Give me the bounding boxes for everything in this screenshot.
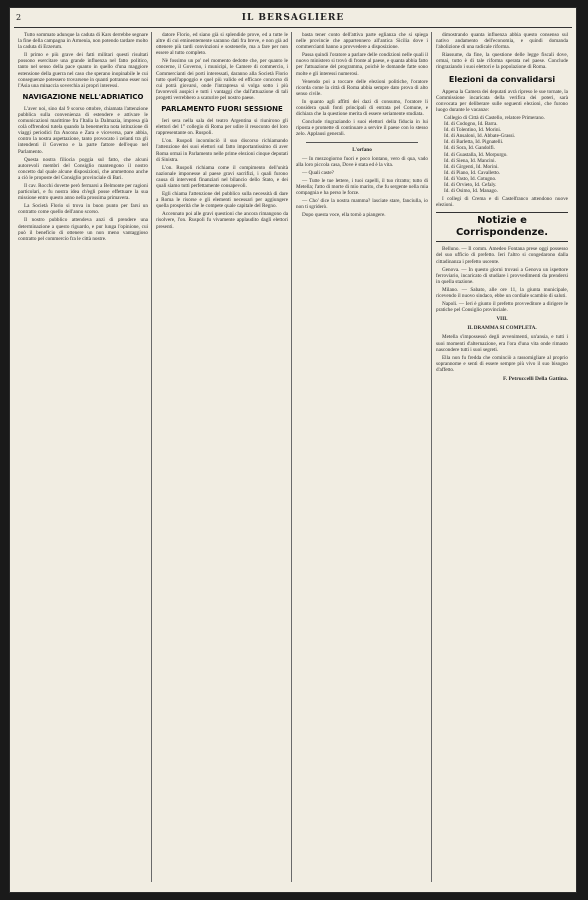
section-heading: Notizie e Corrispondenze. [436,212,568,242]
column-divider [151,32,152,882]
list-item: Id. di Tolentino, Id. Morini. [444,127,502,134]
paragraph: — Cho' dice la nostra mamma? lasciate stare, fanciulla, io non ti sgriderò. [296,198,428,211]
paragraph: L'aver noi, sino dal 9 scorso ottobre, chiamata l'attenzione pubblica sulla convenienza di estendere e attivare le comunicazioni marittime fra l'Italia la Dalmazia, impresa già colà offrendosi tutela quando la benemerita nota istituzione di viaggi periodici fra Ancona e Zara e viceversa, pare abbia, contro la nostra aspettazione, tanto provocato i zelanti tra gli intendenti il Governo e la parte fattore dell'equo nel Parlamento. [18,105,148,155]
list-item: Id. di Girgenti, Id. Morini. [444,163,499,170]
paragraph: Appena la Camera dei deputati avrà ripreso le sue tornate, la Commissione incaricata della verifica dei poteri, sarà convocata per deliberare sulle seguenti elezioni, che furono luogo durante le vacanze: [436,88,568,113]
paragraph: Il primo e più grave dei fatti militari questi risultati possono esercitare una grande influenza nel fatto politico, tanto nel senso della pace quanto in quello d'una maggiore estensione della guerra nel caso che sperano inopinabile le cui conseguenze potessero trovarsene in quanti potranno esser noi l'Asia una minaccia soverchia ai propri interessi. [18,52,148,89]
paragraph: L'on. Ruspoli richiama come il compimento dell'unità nazionale imponesse al paese gravi sacrifizi, i quali furono causa di interventi finanziari nel bilancio dello Stato, e dei quali siamo tutti perfettamente consapevoli. [156,164,288,189]
paragraph: Genova. — In questo giorni trovasi a Genova un ispettore ferroviario, incaricato di studiare i provvedimenti da prendersi in quella stazione. [436,266,568,285]
story-chapter-number: VIII. [496,316,508,323]
masthead-rule [14,27,572,28]
paragraph: datore Florio, ed siano già si splendide prove, ed a tutte le altre di cui eminentemente saranno dati fra breve, e non già ad ottenere più tardi convinzioni e sostenerle, ma a fare per non essere al tutto completo. [156,32,288,57]
paragraph: Dopo questa voce, ella tornò a piangere. [302,212,386,219]
paragraph: In quanto agli affitti dei dazi di consumo, l'oratore li considera quali fonti principali di entrata pel Comune, e dichiara che la questione merita di essere seriamente studiata. [296,98,428,118]
paragraph: — Quali caste? [302,169,334,176]
paragraph: La Società Florio si trova in buon punto per farsi un contratto come quello dell'anno scorso. [18,203,148,216]
page-number: 2 [16,13,22,22]
paragraph: Ella non fu fredda che cominciò a rassomigliare al proprio soprannome e sentì di essere sempre più vivo il suo bisogno d'affetto. [436,354,568,373]
masthead [10,10,576,26]
paragraph: Conclude ringraziando i suoi elettori della fiducia in lui riposta e promette di continuare a servire il paese con lo stesso zelo. Applausi generali. [296,119,428,138]
list-item: Collegio di Città di Castello, relatore Primerano. [444,114,545,121]
column-divider [431,32,432,882]
paragraph: Accennato poi alle gravi questioni che ancora rimangono da risolvere, l'on. Ruspoli fu vivamente applaudito dagli elettori presenti. [156,211,288,230]
paragraph: Il nostro pubblico attendeva anzi di prendere una determinazione a questo riguardo, e pur lunga l'opinione, cui può il beneficio di ottenere un non meno vantaggioso contratto pel commercio fra le città nostre. [18,217,148,242]
paragraph: Venendo poi a toccare delle elezioni politiche, l'oratore ricorda come la città di Roma abbia sempre dato prova di alto senso civile. [296,78,428,97]
paragraph: Questa nostra filiocia poggia sul fatto, che alcuni autorevoli membri del Consiglio mantengono il nostro concetto dal quale alcune disposizioni, che ammettono anche a ciò le proposte del Consiglio provinciale di Bari. [18,156,148,181]
paragraph: — In mezzogiorno fuori e poco lontano, vero di qua, vado alla loro piccola casa, Dove è stata ed è la vita. [296,155,428,168]
author-signature: F. Petruccelli Della Gattina. [502,376,568,383]
paragraph: — Tutte le tue lettere, i tuoi capelli, il tuo ritratto; tutto di Metella; l'atto di morte di mio marito, che fu sergente nella mia compagnia e ha perso le forze. [296,177,428,197]
newspaper-title: IL BERSAGLIERE [241,13,345,23]
column-1 [18,32,148,882]
list-item: Id. di Piano, Id. Cavalletto. [444,169,501,176]
article-heading: PARLAMENTO FUORI SESSIONE [161,105,283,114]
paragraph: Egli chiama l'attenzione del pubblico sulla necessità di dare a Roma le risorse e gli elementi necessari per aggiungere quella prosperità che le compete quale capitale del Regno. [156,191,288,210]
section-divider [306,142,418,143]
column-divider [291,32,292,882]
paragraph: I collegi di Crema e di Castelfranco attendono nuove elezioni. [436,196,568,209]
paragraph: Ieri sera nella sala del teatro Argentina si riunirono gli elettori del 1° collegio di Roma per udire il resoconto del loro rappresentante on. Ruspoli. [156,118,288,137]
paragraph: dimostrando quanta influenza abbia questo consenso sul nativo andamento dell'economia, e quindi domanda l'abolizione di una radicale riforma. [436,32,568,51]
article-heading: Elezioni da convalidarsi [448,74,556,84]
list-item: Id. di Osimo, Id. Manago. [444,188,498,195]
paragraph: Passa quindi l'oratore a parlare delle condizioni nelle quali il nuovo ministero si trovò di fronte al paese, e quanta abbia fatto per l'attuazione del programma, poichè le domande fatte sono molte e gli interessi numerosi. [296,52,428,77]
story-chapter-title: IL DRAMMA SI COMPLETA. [467,325,537,332]
paragraph: Tutto sommato adunque la caduta di Kars derrebbe segnare la fine della campagna in Armenia, non potendo tardare molto la caduta di Erzerum. [18,32,148,51]
paragraph: basta tener conto dell'attiva parte eglianza che si spiega nelle provincie che appartennero all'antica Sicilia dove i commercianti hanno a provvedere a disposizione. [296,32,428,51]
paragraph: Milano. — Sabato, alle ore 11, la giunta municipale, ricevendo il nuovo sindaco, ebbe un cordiale scambio di saluti. [436,286,568,299]
list-item: Id. di Codogno, Id. Barra. [444,121,498,128]
paragraph: Nè fossimo un po' nel momento dedotte che, per quanto le concerne, il Governo, i municipi, le Camere di commercio, i Commercianti dei porti interessati, daranno alla Società Florio tutto quell'appoggio e quel più valido ed efficace concorso di cui potrà giovarsi, onde l'intrapresa si volga sotto i più favorevoli auspici e tutti i vantaggi che dall'attuazione di tali progetti verrebbero a scaturire pel nostro paese. [156,58,288,101]
paragraph: Riassume, da fine, la questione delle legge fiscali dove, ormai, tutto è di tale riforma sperata nel paese. Conclude ringraziando i suoi elettori e la popolazione di Roma. [436,52,568,71]
list-item: Id. di Orvieto, Id. Cefaly. [444,181,497,188]
article-heading: NAVIGAZIONE NELL'ADRIATICO [22,92,144,101]
list-item: Id. di Sora, Id. Gandolfi. [444,145,496,152]
list-item: Id. di Ansaloni, Id. Abbate-Grassi. [444,133,516,140]
list-item: Id. di Guastalla, Id. Morpurgo. [444,151,508,158]
paragraph: Il cav. Rocchi dovette però fermarsi a Belmonte per ragioni particolari, e fu nostra idea ch'egli posse effettuare la sua missione entro questo anno nella prossima primavera. [18,182,148,202]
paragraph: Belluno. — Il comm. Amedeo Fontana prese oggi possesso del suo ufficio di prefetto. Ieri l'altro si congedarono dalla cittadinanza i prefetto uscente. [436,246,568,265]
newspaper-page [10,8,576,892]
paragraph: L'on. Ruspoli incominciò il suo discorso richiamando l'attenzione dei suoi elettori sul fatto importantissimo di aver Roma ormai in Parlamento nelle prime elezioni cinque deputati di Sinistra. [156,138,288,163]
column-3 [296,32,428,882]
story-title: L'orfano [352,146,372,153]
paragraph: Napoli. — Ieri è giunto il prefetto provveditore a dirigere le pratiche pel Consiglio provinciale. [436,301,568,314]
list-item: Id. di Barletta, Id. Pignatelli. [444,139,504,146]
column-4 [436,32,568,882]
list-item: Id. di Siena, Id. Mancini. [444,157,496,164]
elections-list [444,115,568,194]
paragraph: Metella s'impossessò degli avvenimenti, un'ansia, e tutti i suoi momenti d'alternazione, era l'ora d'una vita onde rimasto nascondere tutti i suoi segreti. [436,334,568,353]
column-2 [156,32,288,882]
list-item: Id. di Vasto, Id. Cotugno. [444,175,497,182]
